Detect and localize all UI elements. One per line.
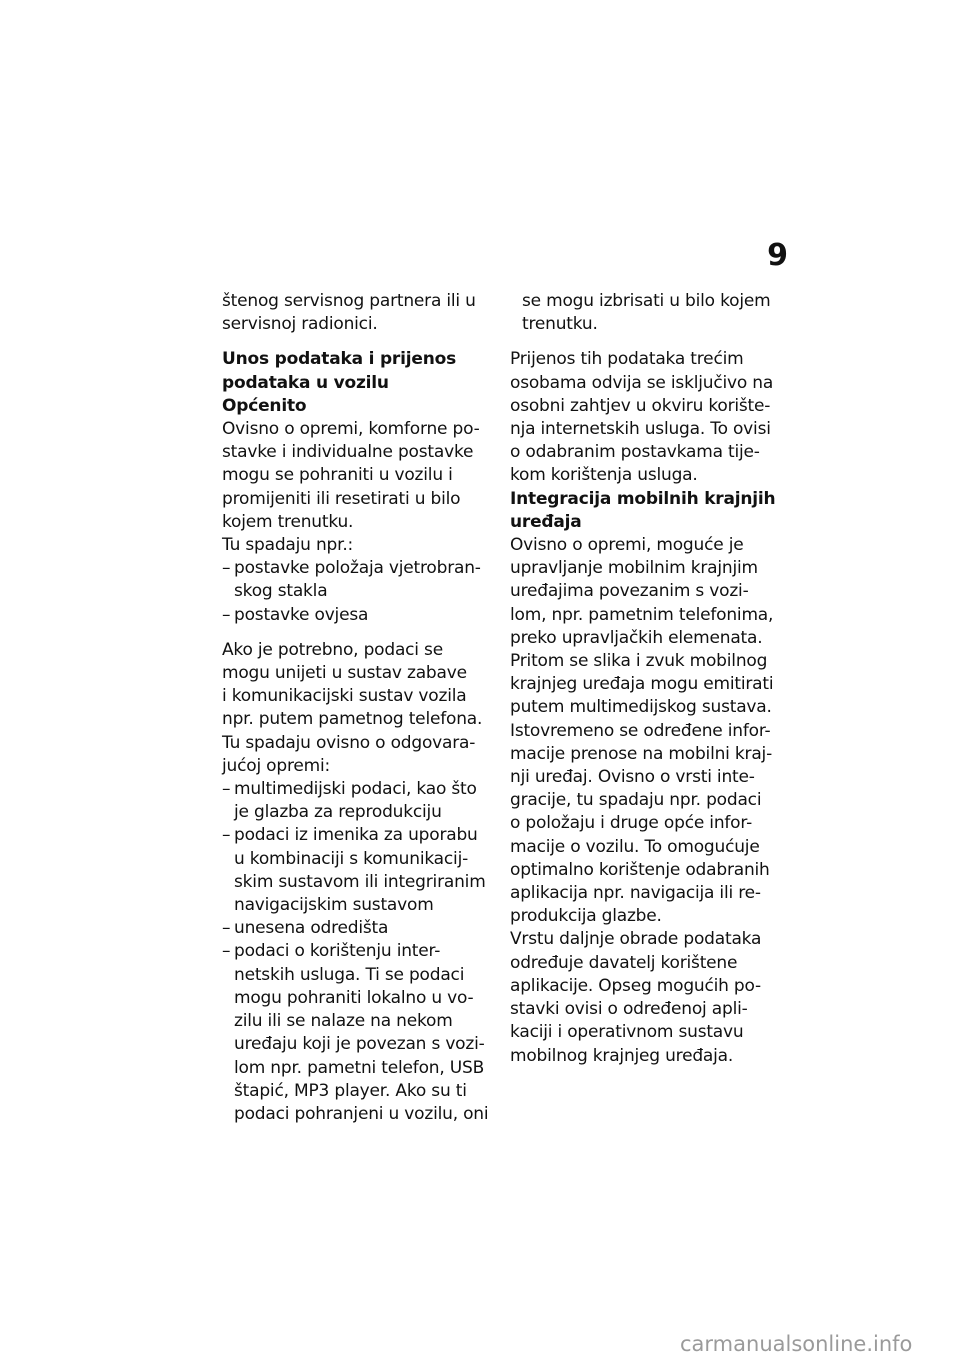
list-item (222, 940, 494, 1126)
text-line: štenog servisnog partnera ili u (222, 291, 476, 311)
paragraph (510, 534, 782, 1068)
dash-marker: – (222, 825, 231, 846)
right-column (510, 290, 782, 1068)
text-line: postavke položaja vjetrobran- (234, 558, 481, 579)
text-line: se mogu izbrisati u bilo kojem (522, 291, 771, 311)
continued-list-text (510, 290, 782, 336)
list-item-text (234, 824, 494, 917)
text-line: Prijenos tih podataka trećim (510, 349, 744, 370)
text-line: skog stakla (234, 581, 328, 602)
text-line: zilu ili se nalaze na nekom (234, 1011, 453, 1032)
text-line: stavki ovisi o određenoj apli- (510, 999, 748, 1020)
text-line: gracije, tu spadaju npr. podaci (510, 790, 762, 811)
text-line: nja internetskih usluga. To ovisi (510, 419, 771, 440)
text-line: lom npr. pametni telefon, USB (234, 1057, 485, 1078)
text-line: multimedijski podaci, kao što (234, 779, 477, 800)
list-item-text (234, 557, 494, 603)
dash-marker: – (222, 918, 231, 939)
text-line: aplikacije. Opseg mogućih po- (510, 975, 761, 996)
text-line: Istovremeno se određene infor- (510, 720, 771, 741)
text-line: jućoj opremi: (222, 755, 331, 776)
text-line: postavke ovjesa (234, 604, 369, 625)
text-line: osobama odvija se isključivo na (510, 372, 774, 393)
paragraph (222, 418, 494, 557)
left-column (222, 290, 494, 1126)
text-line: je glazba za reprodukciju (234, 802, 442, 823)
text-line: kaciji i operativnom sustavu (510, 1022, 744, 1043)
text-line: o odabranim postavkama tije- (510, 442, 760, 463)
text-line: macije o vozilu. To omogućuje (510, 836, 760, 857)
text-line: i komunikacijski sustav vozila (222, 686, 467, 707)
text-line: unesena odredišta (234, 918, 389, 939)
list-item (222, 557, 494, 603)
text-line: produkcija glazbe. (510, 906, 662, 927)
list-item-text (234, 778, 494, 824)
text-line: optimalno korištenje odabranih (510, 859, 770, 880)
text-line: Tu spadaju ovisno o odgovara- (222, 732, 476, 753)
text-line: trenutku. (522, 314, 598, 335)
text-line: podaci o korištenju inter- (234, 941, 441, 962)
text-line: Pritom se slika i zvuk mobilnog (510, 651, 768, 672)
text-line: Tu spadaju npr.: (222, 535, 354, 556)
text-line: mogu unijeti u sustav zabave (222, 663, 467, 684)
list-item (222, 824, 494, 917)
text-line: stavke i individualne postavke (222, 442, 474, 463)
section-heading (222, 348, 494, 394)
text-line: promijeniti ili resetirati u bilo (222, 488, 461, 509)
heading-line: Unos podataka i prijenos (222, 349, 456, 370)
text-line: Ovisno o opremi, moguće je (510, 535, 744, 556)
dash-marker: – (222, 941, 231, 962)
text-line: osobni zahtjev u okviru korište- (510, 395, 771, 416)
text-line: netskih usluga. Ti se podaci (234, 964, 465, 985)
heading-line: podataka u vozilu (222, 372, 389, 393)
list-item-text (234, 940, 494, 1126)
text-line: podaci iz imenika za uporabu (234, 825, 478, 846)
text-line: mogu se pohraniti u vozilu i (222, 465, 453, 486)
text-line: lom, npr. pametnim telefonima, (510, 604, 774, 625)
text-line: kojem trenutku. (222, 511, 354, 532)
dash-marker: – (222, 604, 231, 625)
text-line: preko upravljačkih elemenata. (510, 627, 763, 648)
text-line: Ako je potrebno, podaci se (222, 639, 443, 660)
text-line: Vrstu daljnje obrade podataka (510, 929, 762, 950)
dash-marker: – (222, 779, 231, 800)
text-line: skim sustavom ili integriranim (234, 871, 486, 892)
text-line: kom korištenja usluga. (510, 465, 698, 486)
list-item (222, 778, 494, 824)
watermark: carmanualsonline.info (680, 1332, 913, 1356)
text-line: mobilnog krajnjeg uređaja. (510, 1045, 734, 1066)
text-line: mogu pohraniti lokalno u vo- (234, 987, 474, 1008)
list-item-text (234, 604, 494, 627)
text-line: štapić, MP3 player. Ako su ti (234, 1080, 467, 1101)
dash-marker: – (222, 558, 231, 579)
text-line: u kombinaciji s komunikacij- (234, 848, 469, 869)
text-line: krajnjeg uređaja mogu emitirati (510, 674, 774, 695)
list-item-text (234, 917, 494, 940)
text-line: upravljanje mobilnim krajnjim (510, 558, 758, 579)
text-line: npr. putem pametnog telefona. (222, 709, 483, 730)
section-heading (510, 488, 782, 534)
page-number: 9 (767, 238, 788, 273)
text-line: nji uređaj. Ovisno o vrsti inte- (510, 767, 755, 788)
text-line: navigacijskim sustavom (234, 895, 434, 916)
heading-line: Integracija mobilnih krajnjih (510, 488, 776, 509)
text-line: macije prenose na mobilni kraj- (510, 743, 772, 764)
text-line: određuje davatelj korištene (510, 952, 738, 973)
subheading: Općenito (222, 395, 307, 416)
text-line: podaci pohranjeni u vozilu, oni (234, 1103, 489, 1124)
text-line: aplikacija npr. navigacija ili re- (510, 883, 761, 904)
list-item (222, 917, 494, 940)
text-line: uređaju koji je povezan s vozi- (234, 1034, 485, 1055)
paragraph (222, 639, 494, 778)
text-line: Ovisno o opremi, komforne po- (222, 419, 480, 440)
text-line: o položaju i druge opće infor- (510, 813, 753, 834)
heading-line: uređaja (510, 511, 582, 532)
text-line: servisnoj radionici. (222, 314, 378, 335)
text-line: putem multimedijskog sustava. (510, 697, 772, 718)
intro-paragraph (222, 290, 494, 336)
text-line: uređajima povezanim s vozi- (510, 581, 749, 602)
list-item (222, 604, 494, 627)
paragraph (510, 348, 782, 487)
